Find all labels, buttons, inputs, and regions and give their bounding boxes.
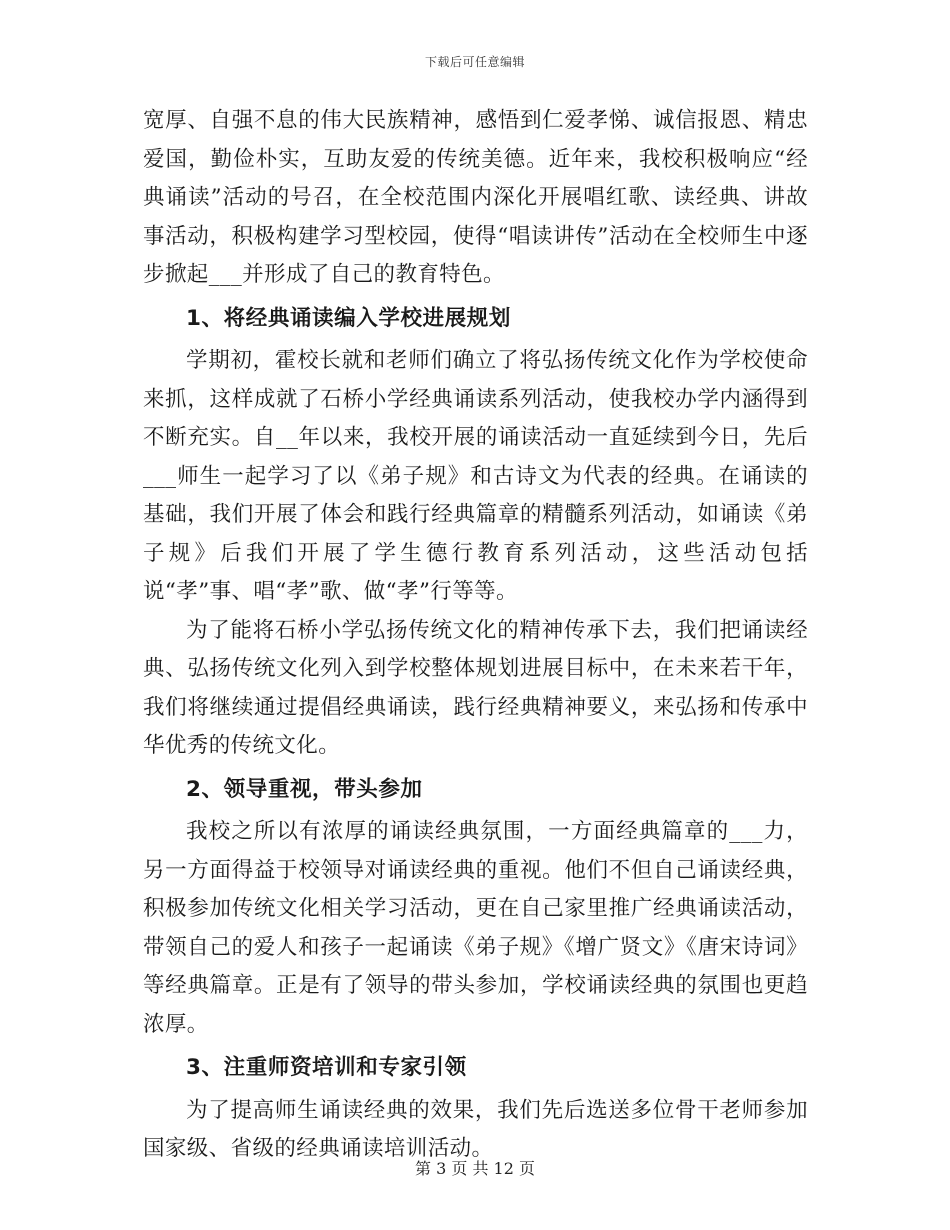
page-header: 下载后可任意编辑 bbox=[424, 55, 525, 69]
section-heading-1: 1、将经典诵读编入学校进展规划 bbox=[186, 305, 511, 331]
page-number: 第 3 页 共 12 页 bbox=[415, 1159, 535, 1178]
document-body bbox=[143, 102, 808, 1169]
paragraph-inheritance: 为了能将石桥小学弘扬传统文化的精神传承下去，我们把诵读经典、弘扬传统文化列入到学校整体规划进展目标中，在未来若干年，我们将继续通过提倡经典诵读，践行经典精神要义，来弘扬和传承中华优秀的传统文化。 bbox=[143, 617, 808, 758]
section-heading-2: 2、领导重视，带头参加 bbox=[186, 776, 423, 802]
paragraph-intro: 宽厚、自强不息的伟大民族精神，感悟到仁爱孝悌、诚信报恩、精忠爱国，勤俭朴实，互助友爱的传统美德。近年来，我校积极响应“经典诵读”活动的号召，在全校范围内深化开展唱红歌、读经典、讲故事活动，积极构建学习型校园，使得“唱读讲传”活动在全校师生中逐步掀起___并形成了自己的教育特色。 bbox=[143, 108, 808, 287]
section-heading-3: 3、注重师资培训和专家引领 bbox=[186, 1055, 467, 1080]
paragraph-planning: 学期初，霍校长就和老师们确立了将弘扬传统文化作为学校使命来抓，这样成就了石桥小学经典诵读系列活动，使我校办学内涵得到不断充实。自__年以来，我校开展的诵读活动一直延续到今日，先后___师生一起学习了以《弟子规》和古诗文为代表的经典。在诵读的基础，我们开展了体会和践行经典篇章的精髓系列活动，如诵读《弟子规》后我们开展了学生德行教育系列活动，这些活动包括说“孝”事、唱“孝”歌、做“孝”行等等。 bbox=[143, 348, 808, 604]
paragraph-training: 为了提高师生诵读经典的效果，我们先后选送多位骨干老师参加国家级、省级的经典诵读培训活动。 bbox=[143, 1097, 808, 1161]
paragraph-leadership: 我校之所以有浓厚的诵读经典氛围，一方面经典篇章的___力，另一方面得益于校领导对诵读经典的重视。他们不但自己诵读经典，积极参加传统文化相关学习活动，更在自己家里推广经典诵读活动，带领自己的爱人和孩子一起诵读《弟子规》《增广贤文》《唐宋诗词》等经典篇章。正是有了领导的带头参加，学校诵读经典的氛围也更趋浓厚。 bbox=[143, 819, 808, 1037]
